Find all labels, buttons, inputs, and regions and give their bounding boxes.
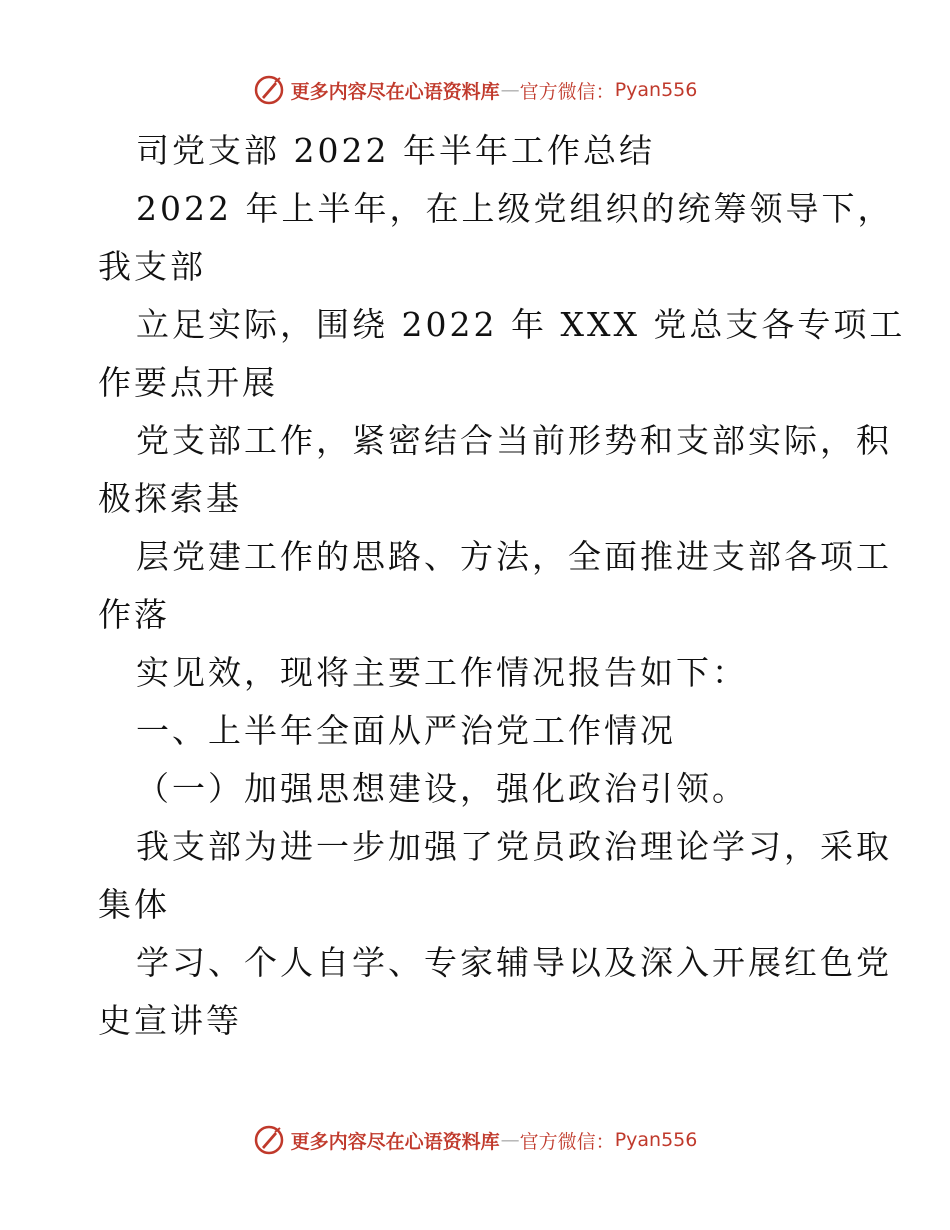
paragraph-line: 极探索基 [98,479,242,518]
quill-seal-icon [253,1124,285,1156]
paragraph-line: 层党建工作的思路、方法，全面推进支部各项工 [136,537,892,576]
paragraph-line: 我支部为进一步加强了党员政治理论学习，采取 [136,827,892,866]
watermark-label: 官方微信： [519,80,615,103]
watermark-dash: — [500,1129,519,1151]
paragraph-line: 党支部工作，紧密结合当前形势和支部实际，积 [136,421,892,460]
section-heading: 一、上半年全面从严治党工作情况 [136,711,676,750]
paragraph-line: 作落 [98,595,170,634]
watermark-id: Pyan556 [614,1129,698,1151]
watermark-id: Pyan556 [614,79,698,101]
watermark-text: 更多内容尽在心语资料库 [290,1130,500,1153]
paragraph-line: 集体 [98,885,170,924]
paragraph-line: 我支部 [98,247,206,286]
paragraph-line: 史宣讲等 [98,1001,242,1040]
footer-watermark [0,1120,950,1160]
paragraph-line: 2022 年上半年，在上级党组织的统筹领导下， [136,189,894,228]
watermark-label: 官方微信： [519,1130,615,1153]
header-watermark [0,70,950,110]
watermark-text: 更多内容尽在心语资料库 [290,80,500,103]
doc-title: 司党支部 2022 年半年工作总结 [136,131,655,170]
paragraph-line: 立足实际，围绕 2022 年 XXX 党总支各专项工 [136,305,906,344]
quill-seal-icon [253,74,285,106]
paragraph-line: 作要点开展 [98,363,278,402]
subsection-heading: （一）加强思想建设，强化政治引领。 [136,769,748,808]
watermark-dash: — [500,79,519,101]
paragraph-line: 学习、个人自学、专家辅导以及深入开展红色党 [136,943,892,982]
paragraph-line: 实见效，现将主要工作情况报告如下： [136,653,748,692]
document-body [0,122,950,1050]
